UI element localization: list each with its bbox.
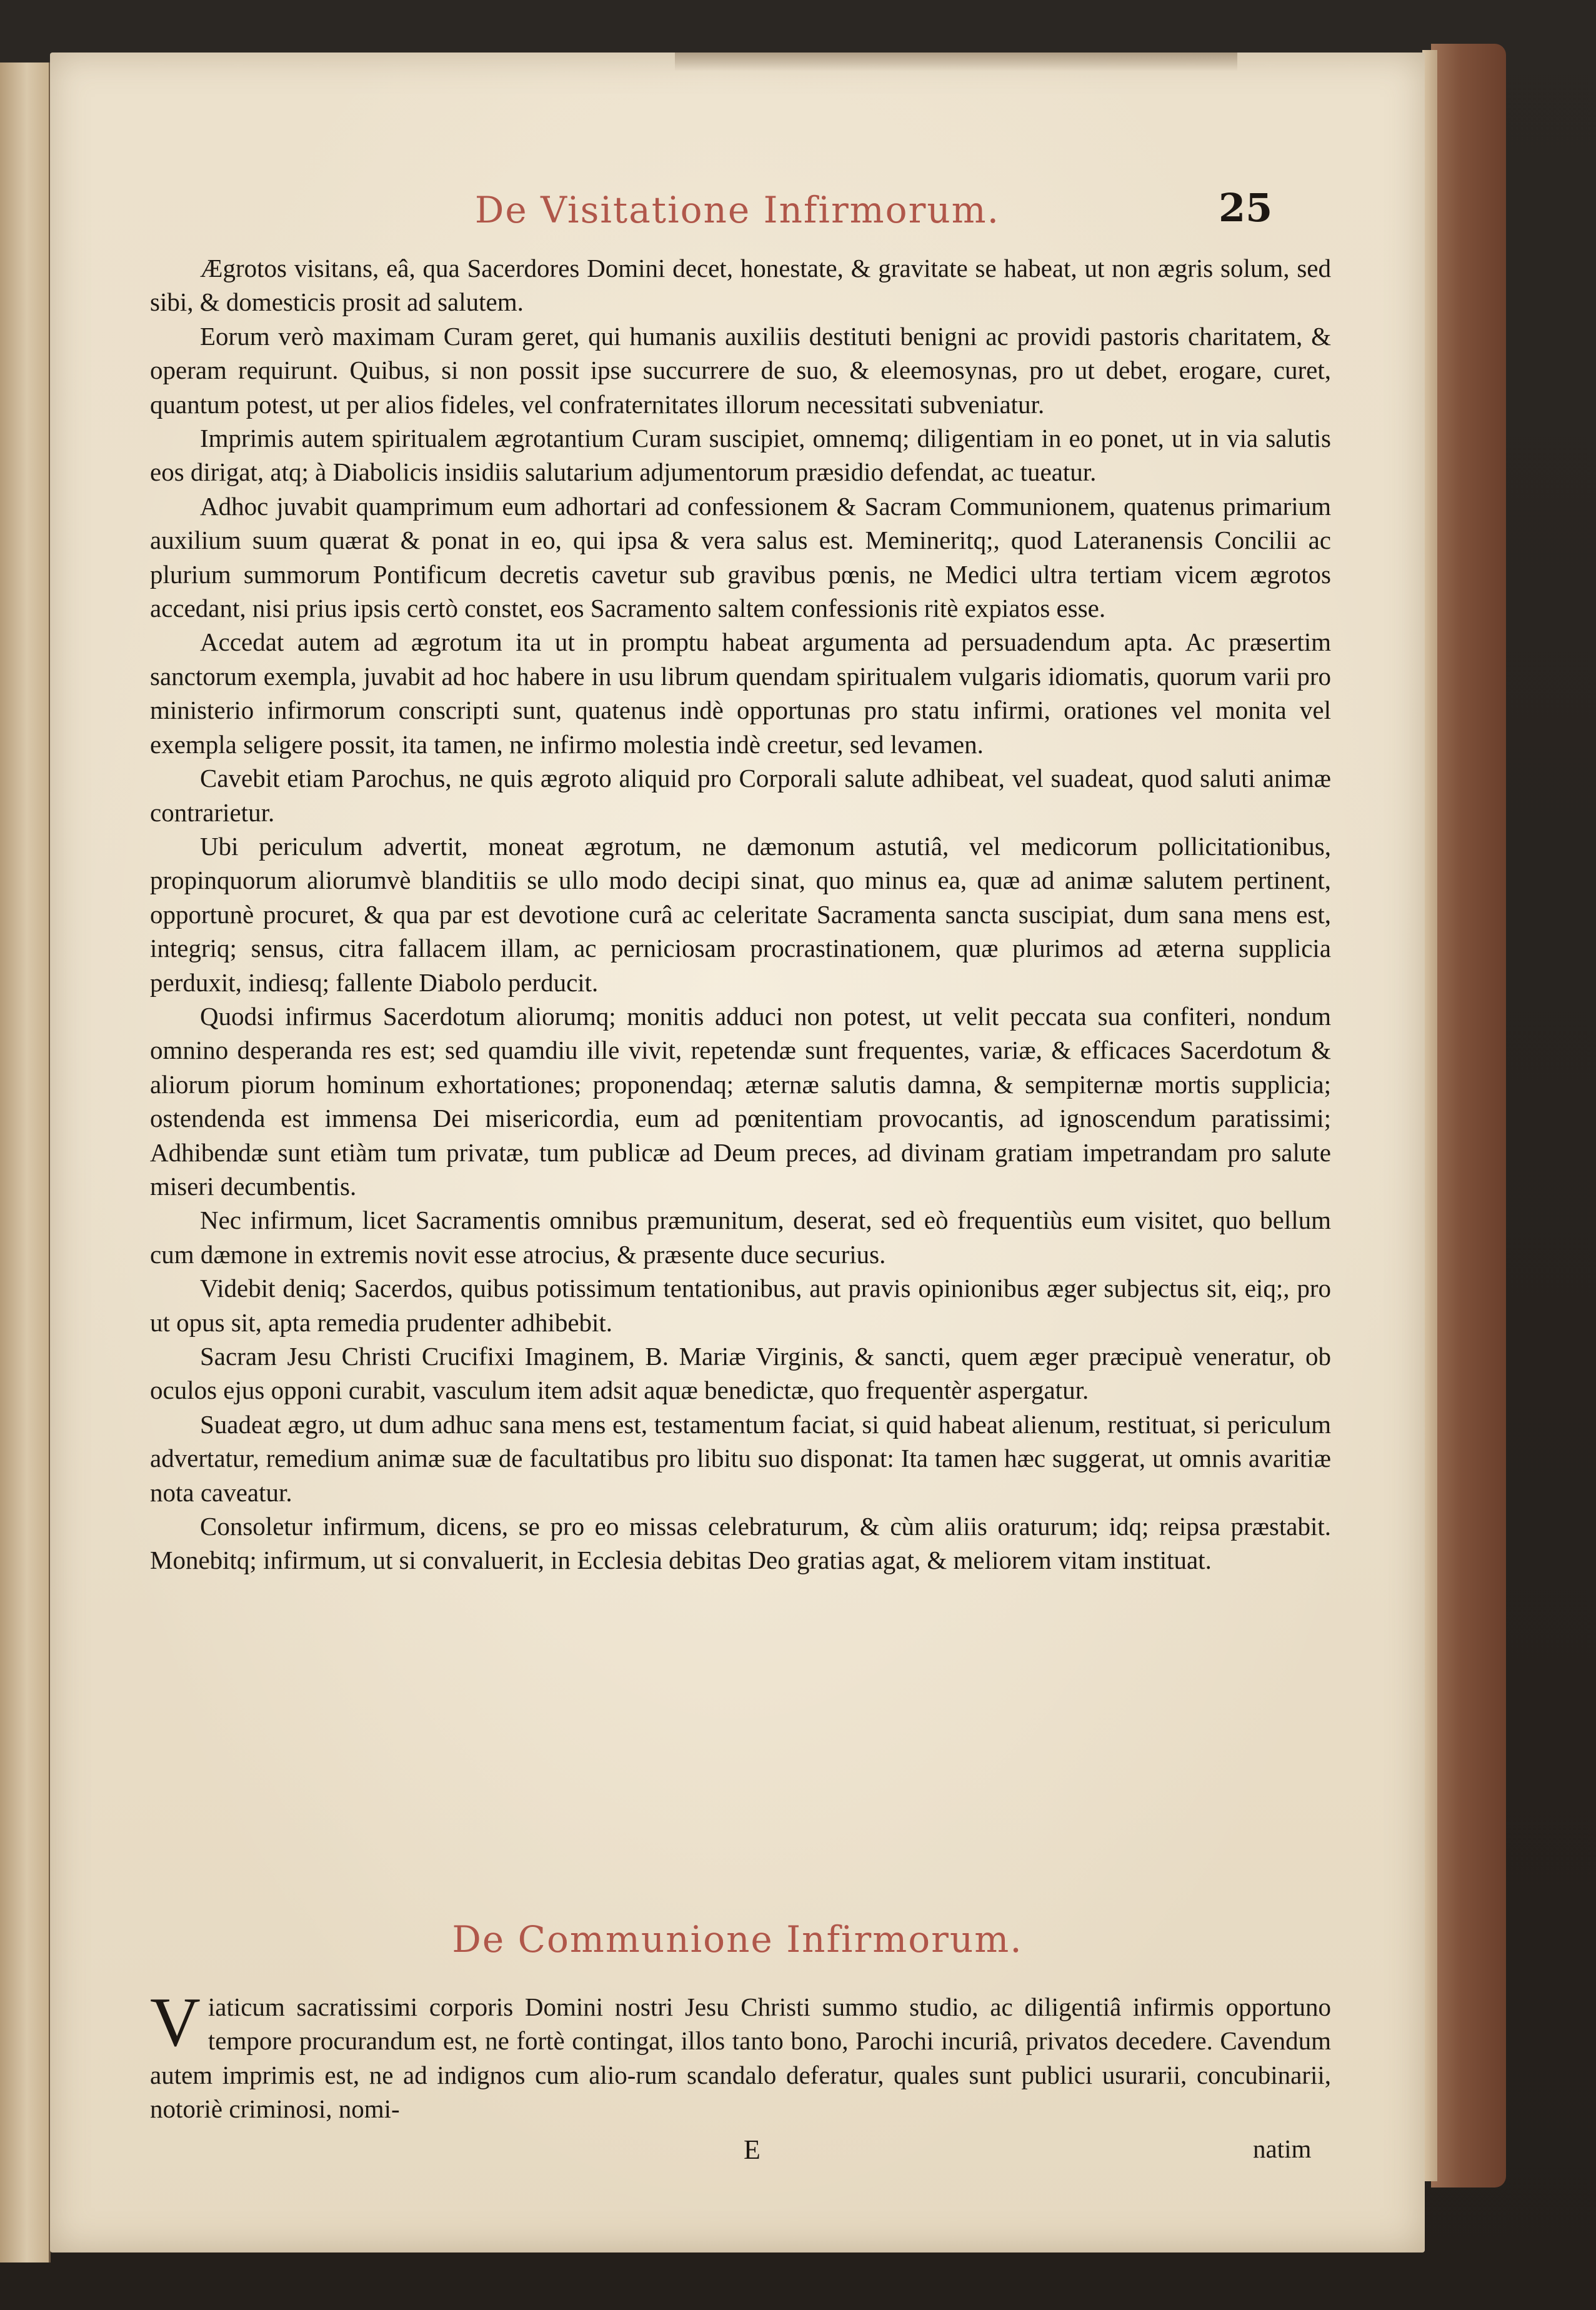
book-page — [50, 52, 1425, 2252]
section-heading: De Communione Infirmorum. — [452, 1918, 1023, 1961]
section-body — [150, 1984, 1331, 2126]
drop-capital: V — [150, 1984, 201, 2061]
page-number: 25 — [1219, 185, 1273, 231]
paragraph: Adhoc juvabit quamprimum eum adhortari ad confessionem & Sacram Communionem, quatenus primarium auxilium suum quærat & ponat in eo, qui ipsa & vera salus est. Memineritq;, quod Lateranensis Concilii ac plurium summorum Pontificum decretis cavetur sub gravibus pœnis, ne Medici ultra tertiam vicem ægrotos accedant, nisi prius ipsis certò constet, eos Sacramento saltem confessionis ritè expiatos esse. — [150, 491, 1331, 623]
paragraph: Suadeat ægro, ut dum adhuc sana mens est, testamentum faciat, si quid habeat alienum, restituat, si periculum advertatur, remedium animæ suæ de facultatibus pro libitu suo disponat: Ita tamen hæc suggerat, ut omnis avaritiæ nota caveatur. — [150, 1409, 1331, 1507]
paragraph: Accedat autem ad ægrotum ita ut in promptu habeat argumenta ad persuadendum apta. Ac præsertim sanctorum exempla, juvabit ad hoc habere in usu librum quendam spiritualem vulgaris idiomatis, quorum varii pro ministerio infirmorum conscripti sunt, quatenus indè opportunas pro statu infirmi, orationes vel monita vel exempla seligere possit, ita tamen, ne infirmo molestia indè creetur, sed levamen. — [150, 628, 1331, 759]
paragraph: Quodsi infirmus Sacerdotum aliorumq; monitis adduci non potest, ut velit peccata sua confiteri, nondum omnino desperanda res est; sed quamdiu ille vivit, repetendæ sunt frequentes, variæ, & efficaces Sacerdotum & aliorum piorum hominum exhortationes; proponendaq; æternæ salutis damna, & sempiternæ mortis supplicia; ostendenda est immensa Dei misericordia, eum ad pœnitentiam provocantis, ad ignoscendum paratissimi; Adhibendæ sunt etiàm tum privatæ, tum publicæ ad Deum preces, ad divinam gratiam impetrandam pro salute miseri decumbentis. — [150, 1001, 1331, 1201]
facing-page-edge — [0, 62, 51, 2262]
paragraph: Cavebit etiam Parochus, ne quis ægroto aliquid pro Corporali salute adhibeat, vel suadeat, quod saluti animæ contrarietur. — [150, 764, 1331, 827]
paragraph: Imprimis autem spiritualem ægrotantium Curam suscipiet, omnemq; diligentiam in eo ponet, ut in via salutis eos dirigat, atq; à Diabolicis insidiis salutarium adjumentorum præsidio defendat, ac tueatur. — [150, 424, 1331, 487]
paragraph: Sacram Jesu Christi Crucifixi Imaginem, B. Mariæ Virginis, & sancti, quem æger præcipuè veneratur, ob oculos ejus opponi curabit, vasculum item adsit aquæ benedictæ, quo frequentèr aspergatur. — [150, 1342, 1331, 1405]
paragraph: Eorum verò maximam Curam geret, qui humanis auxiliis destituti benigni ac providi pastoris charitatem, & operam requirunt. Quibus, si non possit ipse succurrere de suo, & eleemosynas, pro ut debet, erogare, curet, quantum potest, ut per alios fideles, vel confraternitates illorum necessitati subveniatur. — [150, 321, 1331, 419]
book-fore-edge — [1431, 44, 1506, 2188]
paragraph: Nec infirmum, licet Sacramentis omnibus præmunitum, deserat, sed eò frequentiùs eum visitet, quo bellum cum dæmone in extremis novit esse atrocius, & præsente duce securius. — [150, 1206, 1331, 1269]
section-paragraph: iaticum sacratissimi corporis Domini nostri Jesu Christi summo studio, ac diligentiâ infirmis opportuno tempore procurandum est, ne fortè contingat, illos tanto bono, Parochi incuriâ, privatos decedere. Cavendum autem imprimis est, ne ad indignos cum alio-rum scandalo deferatur, quales sunt publici usurarii, concubinarii, notoriè criminosi, nomi- — [150, 1992, 1331, 2124]
paragraph: Ubi periculum advertit, moneat ægrotum, ne dæmonum astutiâ, vel medicorum pollicitationibus, propinquorum aliorumvè blanditiis se ullo modo decipi sinat, quo minus ea, quæ ad animæ salutem pertinent, opportunè procuret, & qua par est devotione curâ ac celeritate Sacramenta sancta suscipiat, dum sana mens est, integriq; sensus, citra fallacem illam, ac perniciosam procrastinationem, quæ plurimos ad æterna supplicia perduxit, indiesq; fallente Diabolo perducit. — [150, 831, 1331, 997]
paragraph: Consoletur infirmum, dicens, se pro eo missas celebraturum, & cùm aliis oraturum; idq; reipsa præstabit. Monebitq; infirmum, ut si convaluerit, in Ecclesia debitas Deo gratias agat, & meliorem vitam instituat. — [150, 1512, 1331, 1575]
page-stain — [675, 52, 1237, 71]
catchword: natim — [1253, 2134, 1312, 2163]
paragraph: Videbit deniq; Sacerdos, quibus potissimum tentationibus, aut pravis opinionibus æger subjectus sit, eiq;, pro ut opus sit, apta remedia prudenter adhibebit. — [150, 1274, 1331, 1337]
paragraph: Ægrotos visitans, eâ, qua Sacerdores Domini decet, honestate, & gravitate se habeat, ut non ægris solum, sed sibi, & domesticis prosit ad salutem. — [150, 254, 1331, 317]
body-text — [150, 251, 1331, 1578]
signature-mark: E — [744, 2134, 761, 2165]
running-head: De Visitatione Infirmorum. — [474, 189, 1000, 231]
